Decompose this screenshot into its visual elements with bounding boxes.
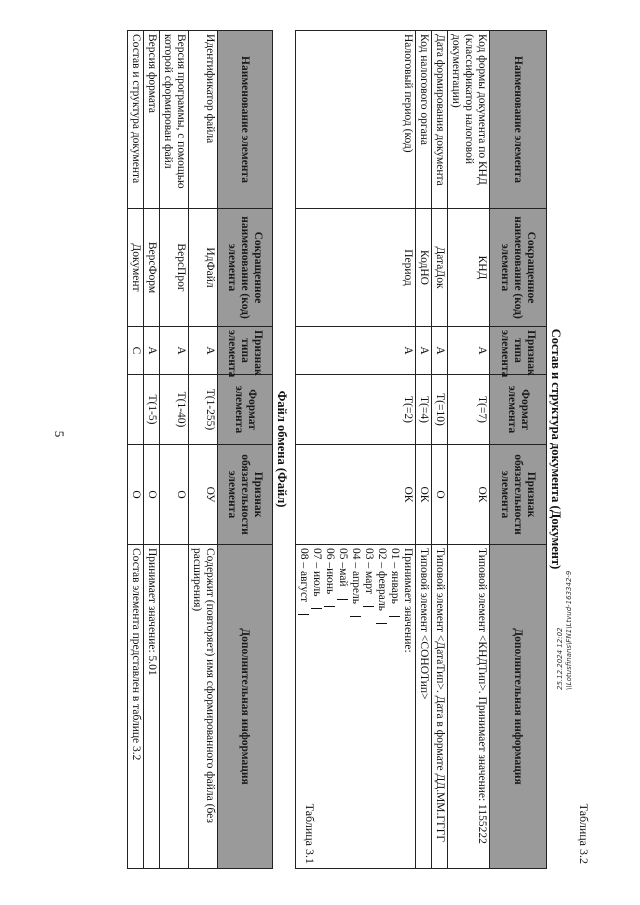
column-header: Признак типа элемента: [218, 327, 273, 375]
cell-format: T(=7): [448, 375, 490, 445]
table-number: Таблица 3.1: [303, 803, 317, 864]
table-row: [432, 31, 448, 869]
cell-required: ОК: [448, 445, 490, 545]
column-header: Сокращенное наименование (код) элемента: [218, 209, 273, 327]
cell-code: Период: [296, 209, 416, 327]
table-row: [448, 31, 490, 869]
cell-type: А: [296, 327, 416, 375]
column-header: Сокращенное наименование (код) элемента: [490, 209, 547, 327]
column-header: Дополнительная информация: [218, 545, 273, 869]
table-3-1: [127, 30, 273, 869]
cell-format: T(1-5): [144, 375, 160, 445]
cell-element-name: Код налогового органа: [416, 31, 432, 209]
cell-format: [128, 375, 144, 445]
list-item: 07 – июль: [310, 548, 323, 865]
cell-info: Содержит (повторяет) имя сформированного файла (без расширения): [189, 545, 218, 869]
cell-code: ИдФайл: [189, 209, 218, 327]
cell-code: Документ: [128, 209, 144, 327]
column-header: Формат элемента: [218, 375, 273, 445]
page-number: 5: [52, 430, 67, 438]
column-header: Признак обязательности элемента: [218, 445, 273, 545]
cell-info: Типовой элемент <СОНОТип>: [416, 545, 432, 869]
cell-info: [160, 545, 189, 869]
cell-required: О: [432, 445, 448, 545]
table-row: [296, 31, 416, 869]
cell-code: ДатаДок: [432, 209, 448, 327]
list-item: 06 –июнь: [323, 548, 336, 865]
cell-required: О: [160, 445, 189, 545]
column-header: Наименование элемента: [218, 31, 273, 209]
cell-element-name: Версия программы, с помощью которой сформирован файл: [160, 31, 189, 209]
cell-code: ВерсФорм: [144, 209, 160, 327]
cell-code: КодНО: [416, 209, 432, 327]
table-row: [144, 31, 160, 869]
cell-required: ОУ: [189, 445, 218, 545]
table-3-2-block: [295, 30, 592, 868]
cell-info: Типовой элемент <КНДТип>. Принимает значение: 1155222: [448, 545, 490, 869]
cell-info: Принимает значение: 5.01: [144, 545, 160, 869]
list-item: 08 – август: [297, 548, 310, 865]
cell-format: T(=2): [296, 375, 416, 445]
column-header: Дополнительная информация: [490, 545, 547, 869]
list-item: 02 – февраль: [375, 548, 388, 865]
cell-element-name: Версия формата: [144, 31, 160, 209]
period-values-list: [297, 548, 401, 865]
cell-required: О: [128, 445, 144, 545]
list-item: 05 –май: [336, 548, 349, 865]
cell-info: [296, 545, 416, 869]
column-header: Признак обязательности элемента: [490, 445, 547, 545]
column-header: Признак типа элемента: [490, 327, 547, 375]
table-header-row: [218, 31, 273, 869]
cell-required: О: [144, 445, 160, 545]
table-title: Состав и структура документа (Документ): [549, 328, 563, 570]
list-item: 04 – апрель: [349, 548, 362, 865]
cell-type: А: [144, 327, 160, 375]
list-item: 01 – январь: [388, 548, 401, 865]
cell-type: А: [189, 327, 218, 375]
cell-type: А: [448, 327, 490, 375]
table-3-2: [295, 30, 547, 869]
table-row: [128, 31, 144, 869]
cell-element-name: Дата формирования документа: [432, 31, 448, 209]
cell-format: T(1-255): [189, 375, 218, 445]
cell-element-name: Код формы документа по КНД (классификатор налоговой документации): [448, 31, 490, 209]
column-header: Наименование элемента: [490, 31, 547, 209]
table-title: Файл обмена (Файл): [275, 390, 289, 508]
cell-type: А: [432, 327, 448, 375]
cell-code: ВерсПрог: [160, 209, 189, 327]
cell-info: Состав элемента представлен в таблице 3.2: [128, 545, 144, 869]
period-intro: Принимает значение:: [402, 548, 414, 653]
cell-type: С: [128, 327, 144, 375]
cell-type: А: [416, 327, 432, 375]
cell-element-name: Идентификатор файла: [189, 31, 218, 209]
cell-format: T(1-40): [160, 375, 189, 445]
cell-element-name: Состав и структура документа: [128, 31, 144, 209]
table-row: [416, 31, 432, 869]
table-number: Таблица 3.2: [577, 803, 591, 864]
cell-element-name: Налоговый период (код): [296, 31, 416, 209]
cell-type: А: [160, 327, 189, 375]
cell-format: T(=10): [432, 375, 448, 445]
table-row: [160, 31, 189, 869]
cell-info: Типовой элемент <ДатаТип>. Дата в формате ДД.ММ.ГГГГ: [432, 545, 448, 869]
stamp-path: \\Lotusfinans\FN1\Ltvud-163342-9: [565, 570, 573, 690]
file-stamp: [556, 530, 574, 690]
cell-required: ОК: [416, 445, 432, 545]
cell-format: T(=4): [416, 375, 432, 445]
table-row: [189, 31, 218, 869]
column-header: Формат элемента: [490, 375, 547, 445]
cell-required: ОК: [296, 445, 416, 545]
table-header-row: [490, 31, 547, 869]
table-3-1-block: [127, 30, 318, 868]
stamp-date: 25.12.2024 12:02: [556, 627, 564, 690]
list-item: 03 – март: [362, 548, 375, 865]
cell-code: КНД: [448, 209, 490, 327]
